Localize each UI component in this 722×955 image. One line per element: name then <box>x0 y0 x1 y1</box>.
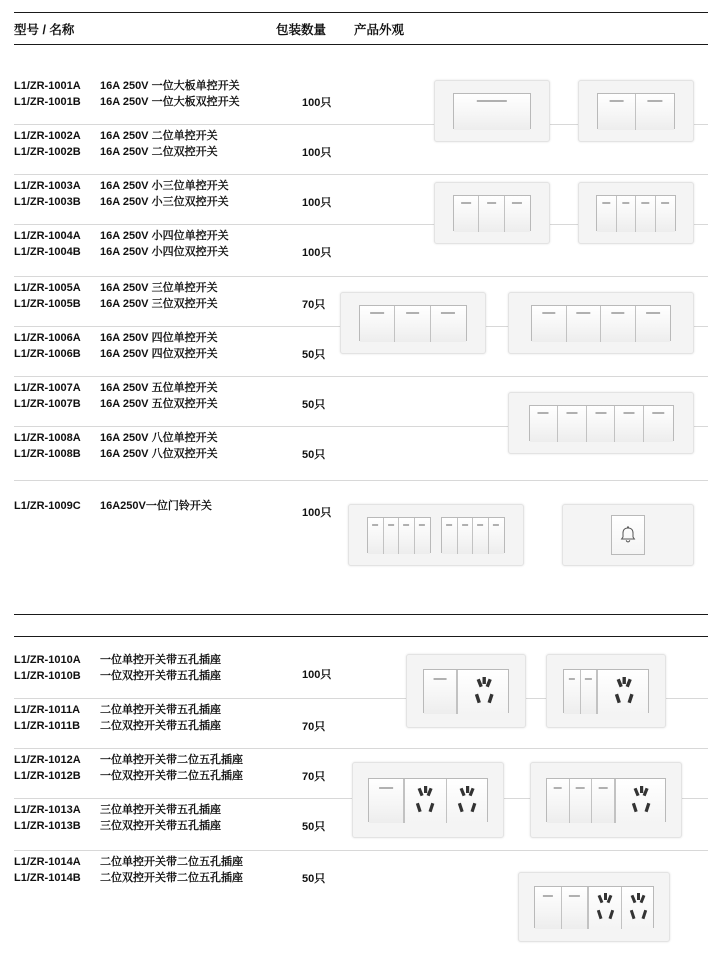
pack-quantity: 70只 <box>302 721 326 733</box>
product-code: L1/ZR-1001A <box>14 80 81 92</box>
five-hole-socket-icon <box>458 670 510 714</box>
product-image-5gang-switch <box>508 392 694 454</box>
product-code: L1/ZR-1013A <box>14 804 81 816</box>
product-description: 16A 250V 小四位单控开关 <box>100 230 229 242</box>
pack-quantity: 50只 <box>302 821 326 833</box>
product-description: 一位双控开关带五孔插座 <box>100 670 221 682</box>
product-description: 16A 250V 八位单控开关 <box>100 432 218 444</box>
pack-quantity: 70只 <box>302 771 326 783</box>
product-description: 三位双控开关带五孔插座 <box>100 820 221 832</box>
product-code: L1/ZR-1009C <box>14 500 81 512</box>
product-image-3gang-switch <box>340 292 486 354</box>
product-description: 二位单控开关带五孔插座 <box>100 704 221 716</box>
product-code: L1/ZR-1007A <box>14 382 81 394</box>
pack-quantity: 70只 <box>302 299 326 311</box>
product-description: 二位双控开关带五孔插座 <box>100 720 221 732</box>
product-description: 16A 250V 小三位单控开关 <box>100 180 229 192</box>
pack-quantity: 100只 <box>302 147 332 159</box>
product-description: 三位单控开关带五孔插座 <box>100 804 221 816</box>
column-header-appearance: 产品外观 <box>354 23 405 37</box>
bell-icon <box>619 525 637 545</box>
product-description: 16A 250V 小四位双控开关 <box>100 246 229 258</box>
product-image-3gang-switch-socket <box>530 762 682 838</box>
product-description: 16A 250V 小三位双控开关 <box>100 196 229 208</box>
five-hole-socket-icon <box>598 670 650 714</box>
product-image-4gang-switch <box>508 292 694 354</box>
section2-rule-bottom <box>14 636 708 637</box>
product-image-doorbell-switch <box>562 504 694 566</box>
row-divider <box>14 276 708 277</box>
section2-rule-top <box>14 614 708 615</box>
pack-quantity: 100只 <box>302 197 332 209</box>
five-hole-socket-icon <box>447 779 489 823</box>
product-image-small-3gang-switch <box>434 182 550 244</box>
product-code: L1/ZR-1006A <box>14 332 81 344</box>
product-image-small-4gang-switch <box>578 182 694 244</box>
product-code: L1/ZR-1003B <box>14 196 81 208</box>
product-description: 一位双控开关带二位五孔插座 <box>100 770 243 782</box>
product-code: L1/ZR-1014B <box>14 872 81 884</box>
header-rule-bottom <box>14 44 708 45</box>
product-image-1gang-switch-socket <box>406 654 526 728</box>
product-code: L1/ZR-1002A <box>14 130 81 142</box>
product-image-1gang-switch <box>434 80 550 142</box>
product-image-8gang-switch <box>348 504 524 566</box>
row-divider <box>14 850 708 851</box>
pack-quantity: 50只 <box>302 873 326 885</box>
product-image-2gang-switch-socket <box>546 654 666 728</box>
product-code: L1/ZR-1002B <box>14 146 81 158</box>
product-description: 16A 250V 二位双控开关 <box>100 146 218 158</box>
row-divider <box>14 748 708 749</box>
product-description: 16A 250V 三位单控开关 <box>100 282 218 294</box>
pack-quantity: 50只 <box>302 399 326 411</box>
product-description: 二位双控开关带二位五孔插座 <box>100 872 243 884</box>
product-description: 16A 250V 五位单控开关 <box>100 382 218 394</box>
product-code: L1/ZR-1008A <box>14 432 81 444</box>
column-header-quantity: 包装数量 <box>276 23 327 37</box>
pack-quantity: 50只 <box>302 449 326 461</box>
pack-quantity: 100只 <box>302 669 332 681</box>
product-code: L1/ZR-1014A <box>14 856 81 868</box>
column-header-model: 型号 / 名称 <box>14 23 75 37</box>
five-hole-socket-icon <box>622 887 655 929</box>
five-hole-socket-icon <box>616 779 667 823</box>
product-description: 16A 250V 八位双控开关 <box>100 448 218 460</box>
product-code: L1/ZR-1001B <box>14 96 81 108</box>
five-hole-socket-icon <box>589 887 622 929</box>
product-image-1gang-switch-double-socket <box>352 762 504 838</box>
product-code: L1/ZR-1010B <box>14 670 81 682</box>
pack-quantity: 100只 <box>302 247 332 259</box>
product-image-2gang-switch <box>578 80 694 142</box>
product-code: L1/ZR-1007B <box>14 398 81 410</box>
product-code: L1/ZR-1006B <box>14 348 81 360</box>
product-code: L1/ZR-1012B <box>14 770 81 782</box>
product-description: 16A 250V 三位双控开关 <box>100 298 218 310</box>
row-divider <box>14 174 708 175</box>
pack-quantity: 50只 <box>302 349 326 361</box>
pack-quantity: 100只 <box>302 97 332 109</box>
product-code: L1/ZR-1012A <box>14 754 81 766</box>
header-rule-top <box>14 12 708 13</box>
product-description: 二位单控开关带二位五孔插座 <box>100 856 243 868</box>
product-description: 16A 250V 四位单控开关 <box>100 332 218 344</box>
table-header <box>14 16 708 46</box>
product-code: L1/ZR-1008B <box>14 448 81 460</box>
product-code: L1/ZR-1004A <box>14 230 81 242</box>
product-code: L1/ZR-1005B <box>14 298 81 310</box>
row-divider <box>14 376 708 377</box>
product-code: L1/ZR-1013B <box>14 820 81 832</box>
product-code: L1/ZR-1005A <box>14 282 81 294</box>
product-description: 16A250V一位门铃开关 <box>100 500 212 512</box>
product-code: L1/ZR-1004B <box>14 246 81 258</box>
product-description: 16A 250V 一位大板单控开关 <box>100 80 240 92</box>
product-description: 16A 250V 五位双控开关 <box>100 398 218 410</box>
product-description: 16A 250V 四位双控开关 <box>100 348 218 360</box>
product-code: L1/ZR-1003A <box>14 180 81 192</box>
pack-quantity: 100只 <box>302 507 332 519</box>
five-hole-socket-icon <box>405 779 447 823</box>
row-divider <box>14 480 708 481</box>
product-description: 一位单控开关带二位五孔插座 <box>100 754 243 766</box>
product-code: L1/ZR-1011B <box>14 720 81 732</box>
product-image-2gang-switch-double-socket <box>518 872 670 942</box>
product-code: L1/ZR-1011A <box>14 704 81 716</box>
product-code: L1/ZR-1010A <box>14 654 81 666</box>
product-description: 一位单控开关带五孔插座 <box>100 654 221 666</box>
product-description: 16A 250V 一位大板双控开关 <box>100 96 240 108</box>
product-description: 16A 250V 二位单控开关 <box>100 130 218 142</box>
